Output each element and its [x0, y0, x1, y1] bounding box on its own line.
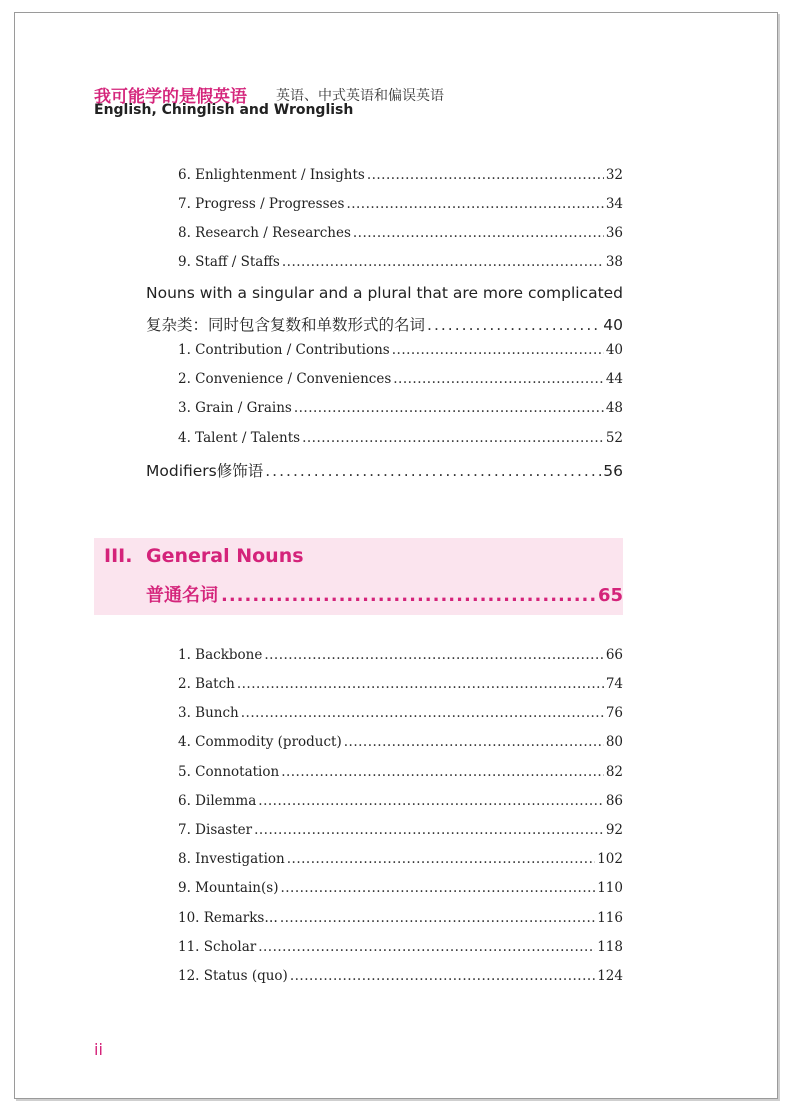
leader-dots	[254, 822, 604, 838]
leader-dots	[294, 400, 604, 416]
toc-entry[interactable]	[178, 254, 623, 270]
section-title-en[interactable]: General Nouns	[146, 545, 304, 567]
running-head-title: 我可能学的是假英语	[94, 87, 247, 107]
toc-entry-title: 10. Remarks…	[178, 910, 278, 926]
toc-entry-title: 8. Research / Researches	[178, 225, 351, 241]
leader-dots	[265, 462, 601, 480]
toc-entry-title: 8. Investigation	[178, 851, 285, 867]
leader-dots	[241, 705, 604, 721]
toc-entry-page: 48	[605, 400, 623, 416]
toc-entry[interactable]	[178, 734, 623, 750]
toc-entry[interactable]	[178, 647, 623, 663]
toc-entry-page: 56	[603, 462, 623, 480]
toc-entry[interactable]	[178, 167, 623, 183]
leader-dots	[367, 167, 604, 183]
toc-entry-page: 124	[597, 968, 623, 984]
leader-dots	[264, 647, 603, 663]
toc-entry[interactable]	[178, 822, 623, 838]
toc-entry[interactable]	[178, 880, 623, 896]
leader-dots	[282, 254, 604, 270]
toc-entry[interactable]	[178, 793, 623, 809]
toc-entry-page: 76	[605, 705, 623, 721]
leader-dots	[280, 910, 595, 926]
toc-entry-page: 36	[605, 225, 623, 241]
leader-dots	[281, 764, 604, 780]
toc-entry-title: 6. Enlightenment / Insights	[178, 167, 365, 183]
group-heading-en: Nouns with a singular and a plural that are more complicated	[146, 284, 624, 302]
toc-entry[interactable]	[178, 196, 623, 212]
toc-entry-page: 38	[605, 254, 623, 270]
toc-entry-page: 80	[605, 734, 623, 750]
leader-dots	[393, 371, 604, 387]
toc-entry[interactable]	[178, 430, 623, 446]
section-page: 65	[597, 585, 623, 606]
toc-entry-title: 9. Staff / Staffs	[178, 254, 280, 270]
toc-entry-title: 2. Convenience / Conveniences	[178, 371, 392, 387]
toc-entry[interactable]	[178, 371, 623, 387]
toc-entry-title: 7. Disaster	[178, 822, 253, 838]
toc-entry-page: 102	[597, 851, 623, 867]
toc-entry-title: Modifiers修饰语	[146, 462, 264, 480]
toc-entry-title: 2. Batch	[178, 676, 235, 692]
toc-entry[interactable]	[178, 764, 623, 780]
toc-entry-title: 7. Progress / Progresses	[178, 196, 345, 212]
toc-entry-page: 66	[605, 647, 623, 663]
toc-entry-title: 1. Contribution / Contributions	[178, 342, 390, 358]
toc-entry-page: 40	[603, 316, 623, 334]
leader-dots	[280, 880, 595, 896]
toc-entry[interactable]	[178, 910, 623, 926]
page-folio: ii	[94, 1040, 103, 1059]
leader-dots	[290, 968, 595, 984]
leader-dots	[221, 585, 595, 606]
leader-dots	[258, 793, 604, 809]
running-head-subtitle-en: English, Chinglish and Wronglish	[94, 102, 354, 118]
toc-entry-page: 52	[605, 430, 623, 446]
leader-dots	[287, 851, 595, 867]
section-title-cn: 普通名词	[146, 585, 218, 606]
leader-dots	[237, 676, 604, 692]
toc-entry-title: 6. Dilemma	[178, 793, 257, 809]
toc-entry-page: 32	[605, 167, 623, 183]
toc-entry-title: 9. Mountain(s)	[178, 880, 279, 896]
leader-dots	[346, 196, 603, 212]
group-heading-cn: 复杂类：同时包含复数和单数形式的名词	[146, 316, 426, 334]
toc-entry-title: 3. Bunch	[178, 705, 239, 721]
leader-dots	[344, 734, 604, 750]
toc-entry-title: 3. Grain / Grains	[178, 400, 292, 416]
leader-dots	[392, 342, 604, 358]
toc-entry-title: 4. Commodity (product)	[178, 734, 342, 750]
leader-dots	[353, 225, 604, 241]
toc-entry[interactable]	[178, 939, 623, 955]
leader-dots	[258, 939, 595, 955]
section-title-row[interactable]	[146, 581, 623, 607]
toc-entry-title: 5. Connotation	[178, 764, 280, 780]
toc-entry[interactable]	[178, 705, 623, 721]
toc-entry-page: 74	[605, 676, 623, 692]
toc-entry[interactable]	[178, 676, 623, 692]
toc-entry-page: 82	[605, 764, 623, 780]
toc-entry[interactable]	[178, 342, 623, 358]
section-number: III.	[104, 545, 133, 567]
toc-group-entry[interactable]	[146, 459, 623, 481]
leader-dots	[427, 316, 601, 334]
toc-entry-page: 110	[597, 880, 623, 896]
toc-entry-page: 44	[605, 371, 623, 387]
toc-entry-title: 11. Scholar	[178, 939, 257, 955]
toc-entry-page: 34	[605, 196, 623, 212]
toc-entry-title: 1. Backbone	[178, 647, 263, 663]
toc-group-entry[interactable]	[146, 313, 623, 335]
toc-entry-page: 118	[597, 939, 623, 955]
toc-entry[interactable]	[178, 851, 623, 867]
toc-entry-page: 116	[597, 910, 623, 926]
toc-entry-page: 40	[605, 342, 623, 358]
toc-entry[interactable]	[178, 225, 623, 241]
leader-dots	[302, 430, 604, 446]
toc-entry[interactable]	[178, 968, 623, 984]
toc-entry-page: 86	[605, 793, 623, 809]
toc-entry-title: 4. Talent / Talents	[178, 430, 301, 446]
toc-entry-title: 12. Status (quo)	[178, 968, 288, 984]
running-head-subtitle-cn: 英语、中式英语和偏误英语	[276, 88, 444, 104]
toc-entry[interactable]	[178, 400, 623, 416]
toc-entry-page: 92	[605, 822, 623, 838]
